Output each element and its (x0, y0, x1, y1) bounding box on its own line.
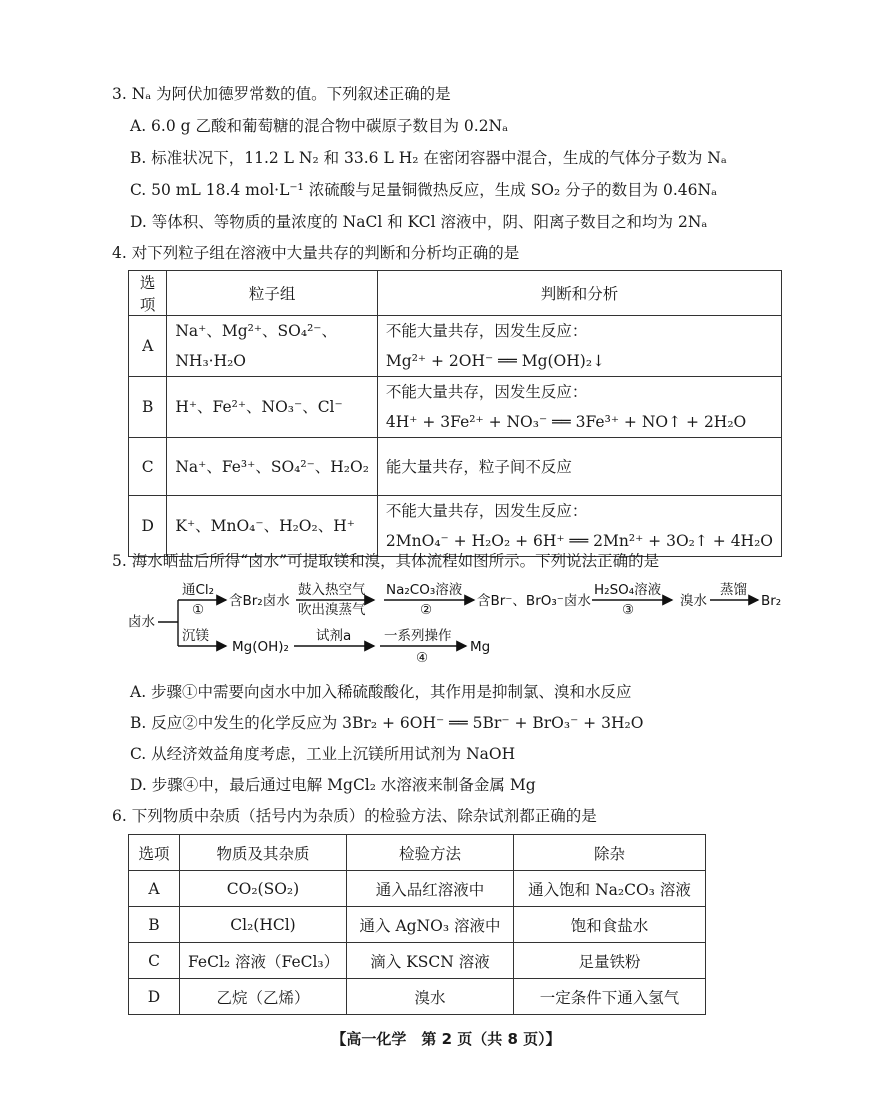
arrow-step1-top-label: 通Cl₂ (182, 582, 215, 598)
node-mg-oh2: Mg(OH)₂ (232, 639, 289, 655)
substance-cell: Cl₂(HCl) (180, 907, 347, 943)
table-header-cell: 判断和分析 (377, 271, 781, 316)
q3-stem: 3. Nₐ 为阿伏加德罗常数的值。下列叙述正确的是 (112, 85, 451, 103)
analysis-cell (377, 316, 781, 377)
equation-line: 4H⁺ + 3Fe²⁺ + NO₃⁻ ══ 3Fe³⁺ + NO↑ + 2H₂O (385, 413, 747, 431)
table-header-cell: 粒子组 (167, 271, 378, 316)
analysis-cell (377, 377, 781, 438)
table-header-cell: 除杂 (514, 835, 706, 871)
equation-line: 2MnO₄⁻ + H₂O₂ + 6H⁺ ══ 2Mn²⁺ + 3O₂↑ + 4H₂O (385, 532, 773, 550)
q6-table (128, 834, 706, 1015)
option-cell: D (129, 979, 180, 1015)
arrow-distill-label: 蒸馏 (720, 582, 747, 598)
analysis-cell (377, 438, 781, 496)
q4-stem: 4. 对下列粒子组在溶液中大量共存的判断和分析均正确的是 (112, 244, 520, 262)
node-br2-brine: 含Br₂卤水 (229, 593, 290, 609)
flow-start-label: 卤水 (128, 614, 155, 630)
q3-option-c: C. 50 mL 18.4 mol·L⁻¹ 浓硫酸与足量铜微热反应，生成 SO₂ 分子的数目为 0.46Nₐ (130, 181, 718, 199)
table-header-row (129, 271, 782, 316)
option-cell: C (129, 438, 167, 496)
q5-option-a: A. 步骤①中需要向卤水中加入稀硫酸酸化，其作用是抑制氯、溴和水反应 (130, 683, 632, 701)
arrow-step2-bottom-label: ② (420, 602, 433, 618)
substance-cell: 乙烷（乙烯） (180, 979, 347, 1015)
table-row (129, 377, 782, 438)
q4-table (128, 270, 782, 557)
ions-cell (167, 438, 378, 496)
substance-cell: FeCl₂ 溶液（FeCl₃） (180, 943, 347, 979)
table-row (129, 316, 782, 377)
q5-stem: 5. 海水晒盐后所得“卤水”可提取镁和溴，具体流程如图所示。下列说法正确的是 (112, 552, 660, 570)
arrow-blow-bottom-label: 吹出溴蒸气 (298, 602, 366, 618)
ions-cell (167, 496, 378, 557)
table-row (129, 871, 706, 907)
ions-line: Na⁺、Mg²⁺、SO₄²⁻、 (175, 322, 337, 340)
q5-option-b: B. 反应②中发生的化学反应为 3Br₂ + 6OH⁻ ══ 5Br⁻ + BrO₃⁻ + 3H₂O (130, 714, 644, 732)
removal-cell: 一定条件下通入氢气 (514, 979, 706, 1015)
table-header-cell: 物质及其杂质 (180, 835, 347, 871)
analysis-line: 不能大量共存，因发生反应： (385, 322, 588, 340)
test-method-cell: 滴入 KSCN 溶液 (347, 943, 514, 979)
equation-line: Mg²⁺ + 2OH⁻ ══ Mg(OH)₂↓ (385, 352, 606, 370)
option-cell: A (129, 316, 167, 377)
arrow-step1-bottom-label: ① (192, 602, 205, 618)
arrow-step4-top-label: 一系列操作 (384, 628, 452, 644)
analysis-line: 不能大量共存，因发生反应： (385, 383, 588, 401)
q5-option-c: C. 从经济效益角度考虑，工业上沉镁所用试剂为 NaOH (130, 745, 516, 763)
arrow-precipitate-label: 沉镁 (182, 628, 209, 644)
arrow-reagent-a-label: 试剂a (316, 628, 352, 644)
arrow-step3-bottom-label: ③ (622, 602, 635, 618)
arrow-step3-top-label: H₂SO₄溶液 (594, 582, 662, 598)
analysis-line: 不能大量共存，因发生反应： (385, 502, 588, 520)
option-cell: C (129, 943, 180, 979)
ions-cell (167, 377, 378, 438)
table-row (129, 438, 782, 496)
q6-stem: 6. 下列物质中杂质（括号内为杂质）的检验方法、除杂试剂都正确的是 (112, 807, 597, 825)
option-cell: B (129, 907, 180, 943)
q3-option-d: D. 等体积、等物质的量浓度的 NaCl 和 KCl 溶液中，阴、阳离子数目之和均为 2Nₐ (130, 213, 708, 231)
process-flow-diagram (128, 578, 788, 668)
q5-option-d: D. 步骤④中，最后通过电解 MgCl₂ 水溶液来制备金属 Mg (130, 776, 536, 794)
arrow-step2-top-label: Na₂CO₃溶液 (386, 582, 463, 598)
test-method-cell: 通入 AgNO₃ 溶液中 (347, 907, 514, 943)
option-cell: B (129, 377, 167, 438)
removal-cell: 饱和食盐水 (514, 907, 706, 943)
analysis-line: 能大量共存，粒子间不反应 (385, 457, 572, 476)
option-cell: A (129, 871, 180, 907)
table-row (129, 496, 782, 557)
test-method-cell: 溴水 (347, 979, 514, 1015)
ions-line: NH₃·H₂O (175, 352, 247, 370)
ions-line: K⁺、MnO₄⁻、H₂O₂、H⁺ (175, 517, 355, 535)
table-row (129, 907, 706, 943)
table-header-cell: 检验方法 (347, 835, 514, 871)
removal-cell: 通入饱和 Na₂CO₃ 溶液 (514, 871, 706, 907)
table-row (129, 979, 706, 1015)
arrow-blow-top-label: 鼓入热空气 (298, 582, 366, 598)
arrow-step4-bottom-label: ④ (416, 650, 429, 666)
analysis-cell (377, 496, 781, 557)
ions-line: Na⁺、Fe³⁺、SO₄²⁻、H₂O₂ (175, 457, 369, 476)
table-row (129, 943, 706, 979)
test-method-cell: 通入品红溶液中 (347, 871, 514, 907)
node-mg: Mg (470, 639, 491, 655)
q3-option-b: B. 标准状况下，11.2 L N₂ 和 33.6 L H₂ 在密闭容器中混合，生成的气体分子数为 Nₐ (130, 149, 727, 167)
table-header-cell: 选项 (129, 835, 180, 871)
ions-line: H⁺、Fe²⁺、NO₃⁻、Cl⁻ (175, 398, 343, 416)
ions-cell (167, 316, 378, 377)
removal-cell: 足量铁粉 (514, 943, 706, 979)
option-cell: D (129, 496, 167, 557)
node-bromine-water: 溴水 (680, 593, 707, 609)
node-br-bro3-brine: 含Br⁻、BrO₃⁻卤水 (477, 593, 591, 609)
page-footer: 【高一化学 第 2 页（共 8 页）】 (331, 1030, 561, 1048)
node-br2: Br₂ (761, 593, 782, 609)
substance-cell: CO₂(SO₂) (180, 871, 347, 907)
table-header-cell: 选项 (129, 271, 167, 316)
table-header-row (129, 835, 706, 871)
q3-option-a: A. 6.0 g 乙酸和葡萄糖的混合物中碳原子数目为 0.2Nₐ (130, 117, 509, 135)
